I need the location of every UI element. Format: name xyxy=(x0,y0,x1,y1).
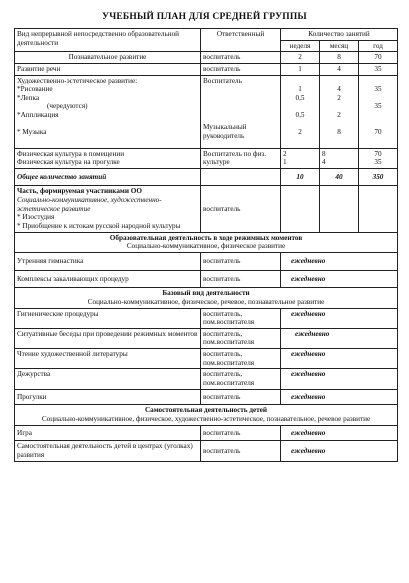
table-header-row xyxy=(15,29,398,41)
row-responsible: воспитатель, пом.воспитателя xyxy=(201,328,281,348)
row-month xyxy=(320,75,359,148)
section-basic-heading: Базовый вид деятельности xyxy=(162,289,250,298)
row-frequency: ежедневно xyxy=(281,328,398,348)
row-name: Развитие речи xyxy=(15,63,201,75)
header-responsible: Ответственный xyxy=(201,29,281,52)
participants-item-1: * Изостудия xyxy=(17,213,55,222)
table-row xyxy=(15,389,398,405)
drawing-week: 1 xyxy=(298,85,302,94)
section-independent-header xyxy=(15,405,398,425)
row-responsible: воспитатель, пом.воспитателя xyxy=(201,349,281,369)
total-label: Общее количество занятий xyxy=(15,168,201,186)
pe-outdoor: Физическая культура на прогулке xyxy=(17,158,120,167)
art-music: * Музыка xyxy=(17,127,47,136)
row-frequency: ежедневно xyxy=(281,308,398,328)
row-name: Утренняя гимнастика xyxy=(15,252,201,270)
row-name xyxy=(15,148,201,168)
art-drawing: *Рисование xyxy=(17,85,53,94)
participants-heading: Часть, формируемая участниками ОО xyxy=(17,187,142,196)
participants-responsible: воспитатель xyxy=(201,186,281,232)
section-basic-sub: Социально-коммуникативное, физическое, речевое, познавательное развитие xyxy=(87,297,325,306)
participants-areas: Социально-коммуникативное, художественно-эстетическое развитие xyxy=(17,196,162,213)
row-year: 35 xyxy=(359,63,398,75)
applique-week: 0,5 xyxy=(295,111,305,120)
art-modeling: *Лепка xyxy=(17,93,40,102)
total-month: 40 xyxy=(320,168,359,186)
row-name: Гигиенические процедуры xyxy=(15,308,201,328)
row-responsible: воспитатель xyxy=(201,252,281,270)
row-month: 8 xyxy=(320,52,359,64)
total-week: 10 xyxy=(281,168,320,186)
pe-outdoor-year: 35 xyxy=(374,158,382,167)
art-responsible: Воспитатель xyxy=(203,76,242,85)
total-year: 350 xyxy=(359,168,398,186)
pe-outdoor-month: 4 xyxy=(322,158,326,167)
modeling-week: 0,5 xyxy=(295,93,305,102)
row-name: Ситуативные беседы при проведении режимных моментов xyxy=(15,328,201,348)
art-applique: *Аппликация xyxy=(17,111,59,120)
table-row xyxy=(15,369,398,389)
drawing-year: 35 xyxy=(374,85,382,94)
row-responsible: воспитатель xyxy=(201,52,281,64)
section-routine-heading: Образовательная деятельность в ходе режимных моментов xyxy=(109,233,303,242)
table-row xyxy=(15,252,398,270)
table-row xyxy=(15,270,398,288)
music-week: 2 xyxy=(298,128,302,137)
page-title: УЧЕБНЫЙ ПЛАН ДЛЯ СРЕДНЕЙ ГРУППЫ xyxy=(102,12,307,22)
row-responsible: воспитатель xyxy=(201,441,281,461)
row-responsible: Воспитатель по физ. культуре xyxy=(201,148,281,168)
row-responsible: воспитатель xyxy=(201,270,281,288)
table-row xyxy=(15,308,398,328)
row-week: 1 xyxy=(281,63,320,75)
row-week xyxy=(281,75,320,148)
section-independent-sub: Социально-коммуникативное, физическое, художественно-эстетическое, познавательное, речевое развитие xyxy=(41,414,371,423)
row-year: 70 xyxy=(359,52,398,64)
table-row xyxy=(15,63,398,75)
header-count: Количество занятий xyxy=(281,29,398,41)
pe-indoor-week: 2 xyxy=(283,149,287,158)
row-year xyxy=(359,75,398,148)
row-responsible: воспитатель xyxy=(201,425,281,441)
row-name: Познавательное развитие xyxy=(15,52,201,64)
participants-row xyxy=(15,186,398,232)
section-routine-sub: Социально-коммуникативное, физическое развитие xyxy=(126,242,286,251)
curriculum-table xyxy=(14,28,398,462)
table-row xyxy=(15,328,398,348)
table-row xyxy=(15,425,398,441)
row-name: Дежурства xyxy=(15,369,201,389)
table-row xyxy=(15,52,398,64)
row-name: Комплексы закаливающих процедур xyxy=(15,270,201,288)
row-responsible xyxy=(201,75,281,148)
row-frequency: ежедневно xyxy=(281,270,398,288)
music-responsible: Музыкальный руководитель xyxy=(203,123,247,140)
pe-indoor: Физическая культура в помещении xyxy=(17,149,125,158)
row-frequency: ежедневно xyxy=(281,425,398,441)
row-responsible: воспитатель xyxy=(201,63,281,75)
header-month: месяц xyxy=(320,40,359,52)
drawing-month: 4 xyxy=(337,85,341,94)
header-activity: Вид непрерывной непосредственно образовательной деятельности xyxy=(15,29,201,52)
section-basic-header xyxy=(15,288,398,308)
art-heading: Художественно-эстетическое развитие: xyxy=(17,76,138,85)
row-year xyxy=(359,148,398,168)
row-month xyxy=(320,148,359,168)
row-responsible: воспитатель, пом.воспитателя xyxy=(201,308,281,328)
row-frequency: ежедневно xyxy=(281,252,398,270)
header-year: год xyxy=(359,40,398,52)
row-month: 4 xyxy=(320,63,359,75)
row-frequency: ежедневно xyxy=(281,349,398,369)
alternate-year: 35 xyxy=(374,102,382,111)
pe-indoor-month: 8 xyxy=(322,149,326,158)
music-year: 70 xyxy=(374,128,382,137)
participants-cell xyxy=(15,186,201,232)
section-routine-header xyxy=(15,232,398,252)
row-frequency: ежедневно xyxy=(281,441,398,461)
row-responsible: воспитатель, пом.воспитателя xyxy=(201,369,281,389)
row-frequency: ежедневно xyxy=(281,369,398,389)
section-independent-heading: Самостоятельная деятельность детей xyxy=(144,406,268,415)
table-row xyxy=(15,349,398,369)
table-row xyxy=(15,441,398,461)
row-name: Прогулки xyxy=(15,389,201,405)
modeling-month: 2 xyxy=(337,93,341,102)
row-week xyxy=(281,148,320,168)
row-name: Чтение художественной литературы xyxy=(15,349,201,369)
row-week: 2 xyxy=(281,52,320,64)
total-row xyxy=(15,168,398,186)
row-name xyxy=(15,75,201,148)
row-name: Игра xyxy=(15,425,201,441)
row-frequency: ежедневно xyxy=(281,389,398,405)
table-row-pe xyxy=(15,148,398,168)
music-month: 8 xyxy=(337,128,341,137)
row-name: Самостоятельная деятельность детей в центрах (уголках) развития xyxy=(15,441,201,461)
art-alternate: (чередуются) xyxy=(47,102,88,111)
applique-month: 2 xyxy=(337,111,341,120)
pe-indoor-year: 70 xyxy=(374,149,382,158)
header-week: неделя xyxy=(281,40,320,52)
table-row-art xyxy=(15,75,398,148)
row-responsible: воспитатель xyxy=(201,389,281,405)
participants-item-2: * Приобщение к истокам русской народной культуры xyxy=(17,222,181,231)
pe-outdoor-week: 1 xyxy=(283,158,287,167)
